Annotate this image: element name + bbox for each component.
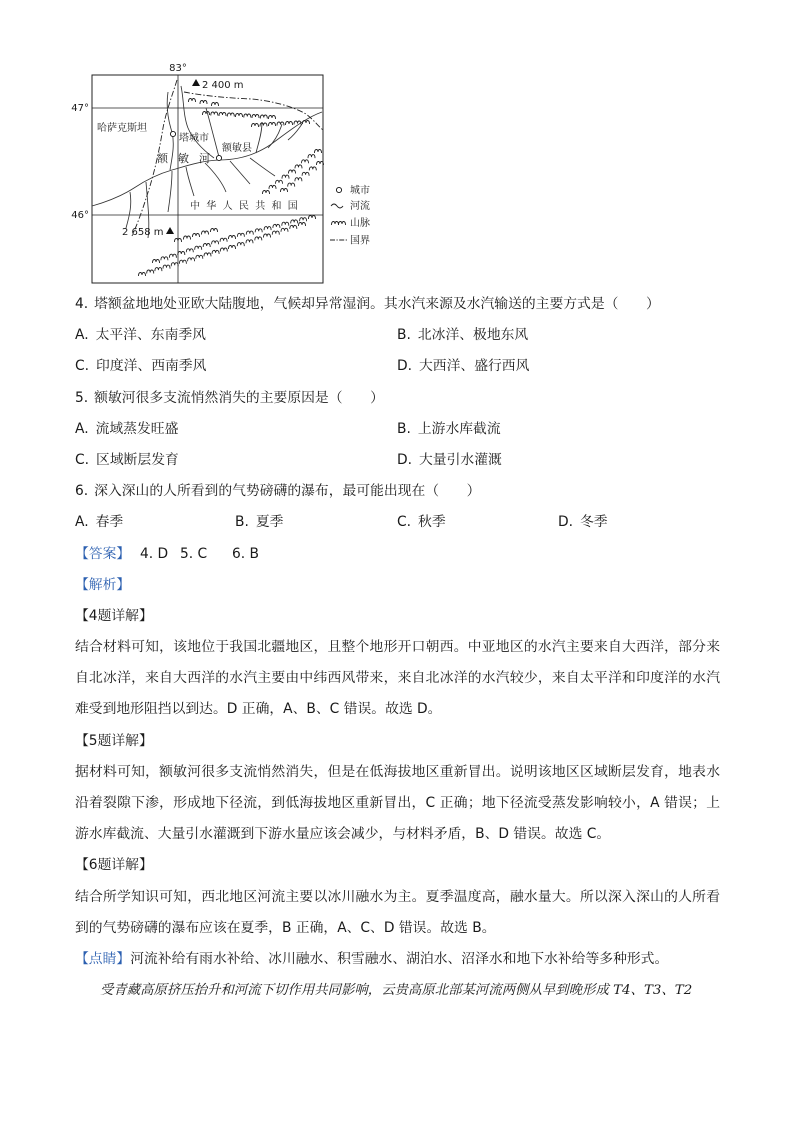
answer-item: 4. D (140, 545, 169, 562)
mountain-range-south-mark (282, 222, 289, 226)
option-letter: A. (75, 327, 89, 344)
country-kazakhstan-label: 哈萨克斯坦 (97, 123, 147, 134)
option-letter: C. (75, 358, 90, 375)
option-letter: C. (397, 514, 412, 531)
mountain-range-south-mark (163, 265, 170, 269)
mountain-range-north-mark (252, 123, 259, 127)
analysis-label: 【解析】 (75, 576, 131, 593)
mountain-range-south-mark (204, 253, 211, 257)
mountain-range-south-mark (153, 259, 160, 263)
tip-line (75, 944, 720, 975)
latitude-46-label: 46° (71, 210, 89, 221)
option-d (397, 445, 502, 476)
question-number: 5. (75, 389, 89, 406)
mountain-range-east-mark (308, 155, 315, 159)
option-text: 区域断层发育 (96, 451, 179, 468)
mountain-range-north-mark (189, 98, 196, 102)
question-4-options-row (75, 351, 720, 382)
river-tributary (250, 158, 275, 176)
mountain-range-east-mark (295, 165, 302, 169)
map-figure (0, 0, 794, 290)
mountain-range-south-mark (291, 220, 298, 224)
county-emin-label: 额敏县 (222, 143, 252, 154)
mountain-range-north-mark (303, 120, 310, 124)
mountain-range-north-mark (212, 102, 219, 106)
option-c (397, 507, 446, 538)
mountain-range-south-mark (155, 268, 162, 272)
mountain-range-south-mark (196, 255, 203, 259)
mountain-range-south-mark (186, 249, 193, 253)
meridian-label: 83° (169, 63, 187, 74)
river-tributary (268, 124, 282, 148)
mountain-range-south-mark (309, 215, 316, 219)
mountain-range-south-mark (212, 241, 219, 245)
option-letter: A. (75, 420, 89, 437)
country-china-label: 中华人民共和国 (190, 201, 305, 212)
option-a (75, 414, 178, 445)
river-tributary (230, 161, 250, 184)
mountain-range-south-mark (246, 240, 253, 244)
mountain-range-north-mark (286, 121, 293, 125)
legend-river-label: 河流 (350, 201, 370, 212)
question-4 (75, 289, 720, 320)
option-letter: B. (235, 514, 249, 531)
mountain-range-north-mark (211, 112, 218, 116)
mountain-range-north-mark (260, 115, 267, 119)
question-stem: 深入深山的人所看到的气势磅礴的瀑布，最可能出现在（ ） (94, 483, 481, 500)
tip-label: 【点睛】 (75, 950, 131, 967)
mountain-range-south-mark (147, 270, 154, 274)
legend-river-icon (331, 204, 343, 208)
mountain-range-north-mark (260, 123, 267, 127)
mountain-range-north-mark (277, 122, 284, 126)
mountain-range-south-mark (193, 233, 200, 237)
option-text: 印度洋、西南季风 (96, 358, 207, 375)
mountain-range-east-mark (288, 183, 295, 187)
map-legend (330, 184, 370, 247)
answer-label: 【答案】 (75, 545, 131, 562)
mountain-range-south-mark (237, 233, 244, 237)
option-text: 秋季 (418, 514, 446, 531)
question-5-options-row (75, 445, 720, 476)
peak-south-label: 2 658 m (122, 227, 164, 238)
option-b (235, 507, 283, 538)
option-text: 流域蒸发旺盛 (95, 420, 179, 437)
option-text: 大西洋、盛行西风 (419, 358, 530, 375)
question-6-options-row (75, 507, 720, 538)
mountain-range-south-mark (195, 246, 202, 250)
option-b (397, 414, 501, 445)
section-heading-4: 【4题详解】 (75, 607, 153, 624)
legend-city-icon (336, 187, 341, 192)
question-stem: 额敏河很多支流悄然消失的主要原因是（ ） (94, 389, 384, 406)
legend-city-label: 城市 (350, 185, 370, 197)
option-text: 北冰洋、极地东风 (417, 327, 529, 344)
mountain-range-south-mark (281, 228, 288, 232)
option-letter: C. (75, 451, 90, 468)
option-d (397, 351, 529, 382)
option-d (558, 507, 608, 538)
mountain-ranges (139, 98, 324, 276)
mountain-range-south-mark (237, 243, 244, 247)
river-tributary (186, 167, 194, 196)
next-question-fragment: 受青藏高原挤压抬升和河流下切作用共同影响，云贵高原北部某河流两侧从早到晚形成 T4、T3、T2 (100, 983, 693, 999)
mountain-range-east-mark (282, 175, 289, 179)
mountain-range-north-mark (252, 114, 259, 118)
option-c (75, 351, 206, 382)
river-tributary (181, 86, 214, 158)
mountain-range-east-mark (315, 149, 322, 153)
city-tacheng-label: 塔城市 (179, 133, 209, 144)
mountain-range-south-mark (299, 222, 306, 226)
mountain-range-south-mark (264, 227, 271, 231)
mountain-range-south-mark (246, 231, 253, 235)
mountain-range-south-mark (220, 238, 227, 242)
analysis-text-line: 难受到地形阻挡以到达。D 正确，A、B、C 错误。故选 D。 (75, 701, 442, 718)
answer-item: 6. B (232, 545, 260, 562)
mountain-range-east-mark (281, 188, 288, 192)
mountain-range-south-mark (171, 263, 178, 267)
mountain-range-north-mark (219, 112, 226, 116)
analysis-text-line: 沿着裂隙下渗，形成地下径流，到低海拔地区重新冒出，C 正确；地下径流受蒸发影响较小，A 错误；上 (75, 795, 720, 811)
answer-item: 5. C (180, 545, 208, 562)
mountain-range-east-mark (263, 190, 270, 194)
mountain-range-south-mark (178, 251, 185, 255)
analysis-text-line: 结合材料可知，该地位于我国北疆地区，且整个地形开口朝西。中亚地区的水汽主要来自大西洋，部分来 (75, 639, 720, 656)
mountain-range-south-mark (300, 218, 307, 222)
mountain-range-east-mark (269, 185, 276, 189)
mountain-range-south-mark (203, 243, 210, 247)
river-tributary (126, 192, 131, 228)
option-letter: D. (397, 358, 413, 375)
mountain-range-south-mark (255, 237, 262, 241)
mountain-range-south-mark (184, 236, 191, 240)
section-heading-6: 【6题详解】 (75, 857, 153, 874)
river-tributary (168, 171, 172, 212)
mountain-range-north-mark (269, 122, 276, 126)
mountain-range-east-mark (302, 172, 309, 176)
city-tacheng-marker-icon (170, 131, 175, 136)
question-number: 4. (75, 296, 89, 312)
analysis-text-line: 据材料可知，额敏河很多支流悄然消失，但是在低海拔地区重新冒出。说明该地区区域断层发育，地表水 (75, 763, 720, 780)
mountain-range-south-mark (255, 229, 262, 233)
question-5 (75, 383, 720, 414)
option-letter: D. (397, 451, 413, 468)
mountain-range-south-mark (188, 258, 195, 262)
option-a (75, 507, 123, 538)
question-4-options-row (75, 320, 720, 351)
peak-north-label: 2 400 m (202, 80, 244, 91)
option-text: 太平洋、东南季风 (95, 327, 206, 344)
option-a (75, 320, 206, 351)
mountain-range-north-mark (227, 113, 234, 117)
legend-border-label: 国界 (350, 235, 370, 247)
question-number: 6. (75, 483, 89, 500)
mountain-range-south-mark (179, 260, 186, 264)
mountain-range-north-mark (236, 113, 243, 117)
mountain-range-south-mark (264, 234, 271, 238)
mountain-range-south-mark (272, 231, 279, 235)
option-b (397, 320, 528, 351)
peak-south-triangle-icon (166, 227, 174, 234)
question-6 (75, 476, 720, 507)
option-text: 上游水库截流 (417, 420, 501, 437)
mountain-range-south-mark (139, 272, 146, 276)
river-emin-label: 额敏河 (157, 152, 220, 165)
option-letter: B. (397, 420, 411, 437)
analysis-text-line: 结合所学知识可知，西北地区河流主要以冰川融水为主。夏季温度高，融水量大。所以深入深山的人所看 (75, 888, 720, 905)
mountain-range-east-mark (317, 161, 324, 165)
legend-mountain-icon (332, 221, 339, 225)
legend-mountain-label: 山脉 (350, 218, 370, 229)
mountain-range-north-mark (269, 115, 276, 119)
analysis-text-line: 游水库截流、大量引水灌溉到下游水量应该会减少，与材料矛盾，B、D 错误。故选 C。 (75, 826, 611, 843)
analysis-text-line: 到的气势磅礴的瀑布应该在夏季，B 正确，A、C、D 错误。故选 B。 (75, 919, 496, 936)
mountain-range-south-mark (169, 254, 176, 258)
tip-text: 河流补给有雨水补给、冰川融水、积雪融水、湖泊水、沼泽水和地下水补给等多种形式。 (130, 950, 669, 967)
mountain-range-east-mark (289, 170, 296, 174)
legend-mountain-icon (339, 221, 346, 225)
mountain-range-south-mark (202, 231, 209, 235)
mountain-range-east-mark (276, 180, 283, 184)
option-letter: A. (75, 514, 89, 531)
option-text: 夏季 (255, 514, 284, 531)
river-tributary (256, 122, 262, 153)
mountain-range-east-mark (295, 178, 302, 182)
mountain-range-south-mark (161, 257, 168, 261)
option-text: 大量引水灌溉 (419, 451, 502, 468)
river-tributary (205, 163, 226, 192)
mountain-range-south-mark (229, 235, 236, 239)
mountain-range-south-mark (211, 228, 218, 232)
mountain-range-south-mark (229, 245, 236, 249)
latitude-47-label: 47° (71, 103, 89, 114)
question-content (75, 289, 720, 1006)
mountain-range-north-mark (200, 100, 207, 104)
option-text: 冬季 (580, 514, 608, 531)
mountain-range-south-mark (273, 224, 280, 228)
answer-line (75, 539, 720, 570)
option-text: 春季 (95, 514, 124, 531)
mountain-range-east-mark (309, 167, 316, 171)
peak-north-triangle-icon (192, 79, 200, 86)
option-letter: D. (558, 514, 574, 531)
mountain-range-east-mark (302, 160, 309, 164)
question-5-options-row (75, 414, 720, 445)
mountain-range-north-mark (244, 114, 251, 118)
option-letter: B. (397, 327, 411, 344)
question-stem: 塔额盆地地处亚欧大陆腹地，气候却异常湿润。其水汽来源及水汽输送的主要方式是（ ） (94, 296, 660, 312)
option-c (75, 445, 179, 476)
analysis-text-line: 自北冰洋，来自大西洋的水汽主要由中纬西风带来，来自北冰洋的水汽较少，来自太平洋和印度洋的水汽 (75, 670, 720, 687)
mountain-range-south-mark (220, 248, 227, 252)
mountain-range-south-mark (290, 225, 297, 229)
section-heading-5: 【5题详解】 (75, 732, 153, 749)
mountain-range-south-mark (212, 250, 219, 254)
mountain-range-north-mark (203, 111, 210, 115)
